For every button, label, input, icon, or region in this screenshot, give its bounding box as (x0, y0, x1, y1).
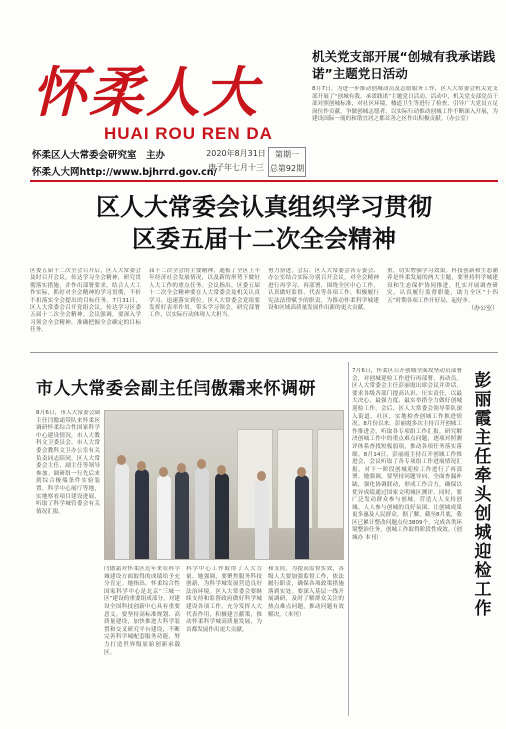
masthead-pinyin: HUAI ROU REN DA (104, 124, 273, 143)
person-head (217, 465, 226, 475)
person-head (297, 467, 306, 477)
story3-vertical-title: 彭丽霞主任牵头创城迎检工作 (474, 371, 492, 619)
person-head (257, 471, 266, 481)
headline-line-2: 区委五届十二次全会精神 (132, 225, 396, 253)
top-right-title: 机关党支部开展“创城有我承诺践诺”主题党日活动 (312, 49, 496, 81)
exhibit-board (317, 429, 344, 529)
person-figure (295, 475, 309, 559)
masthead-divider (30, 180, 498, 182)
issue-date (204, 147, 268, 175)
top-right-body: 8月7日，为进一步推动创城动员及志愿服务工作，区人大常委会机关党支部开展了“创城有我、承诺践诺”主题党日活动。活动中，机关党支部党员干部对照创城标准，对社区环境、楼道卫生等进行了检查，引导广大党员立足岗位作贡献，争做创城志愿者，以实际行动推动创城工作不断深入开展，为建设国际一流的和谐宜居之都首善之区作出积极贡献。（办公室） (312, 86, 498, 123)
person-figure (135, 469, 149, 559)
lead-column-1: 区委五届十二次全会召开后，区人大常委会及时召开会议，传达学习全会精神，研究贯彻落实措施，并作出部署要求，结合人大工作实际，抓好对全会精神的学习贯彻，不折不扣落实全会提出的目标任务。7月31日，区人大常委会召开党组会议，传达学习区委五届十二次全会精神。会议强调，要深入学习领会全会精神，准确把握全会确定的目标任务。 (30, 268, 141, 334)
person-figure (175, 471, 189, 559)
issue-line-2: 总第92期 (269, 164, 305, 173)
lead-column-4-text: 重，切实增强学习效果。科技创新和生态涵养是怀柔发展的两大主题，要坚持科学城建设和生态保护协同推进，扎实开展调查研究，认真履行监督职能，助力全区“十四五”时期各项工作开好局、起好步。 (387, 268, 498, 304)
lead-article-columns (30, 268, 498, 342)
column-divider (348, 362, 349, 716)
date-line-1: 2020年8月31日 (206, 149, 266, 158)
masthead-meta (32, 147, 232, 181)
lead-byline: （办公室） (467, 305, 498, 313)
lead-column-2: 届十二次全会的主要精神，通报了全区上半年经济社会发展情况，以及新的形势下做好人大工作的重点任务。会议指出，区委五届十二次全会精神要在人大常委会及机关认真学习、迅速落实到位。区人大常委会党组要发挥好表率作用，带头学习领会，研究部署工作，以实际行动体现人大担当。 (149, 268, 260, 319)
person-figure (255, 479, 269, 559)
person-head (177, 463, 186, 473)
masthead-logo: 怀柔人大 (32, 60, 260, 124)
news-photo (104, 410, 344, 560)
story2-body-columns (104, 566, 344, 714)
person-head (137, 461, 146, 471)
person-head (117, 455, 126, 465)
website-link[interactable]: 怀柔人大网http://www.bjhrrd.gov.cn/ (32, 167, 218, 178)
lead-headline (30, 192, 498, 254)
story2-column-1: 闫傲霜对怀柔区近年来在科学城建设方面取得的成绩给予充分肯定。她指出，怀柔综合性国家科学中心是北京“三城一区”建设的重要组成部分，对建设全国科技创新中心具有重要意义。要坚持高标准规划、高质量建设，加快推进大科学装置和交叉研究平台建设，不断完善科学城配套服务功能，努力打造世界级原始创新承载区。 (104, 566, 180, 656)
section-divider (30, 352, 498, 353)
sponsor-line: 怀柔区人大常委会研究室 主办 (32, 150, 166, 161)
issue-number-box (268, 147, 306, 177)
lead-column-3: 努力奋进。会后，区人大常委会各专委会、办公室结合实际分别召开会议，对全会精神进行再学习、再部署，围绕全区中心工作，认真做好监督、代表等各项工作，积极履行宪法法律赋予的职责，为推动怀柔科学城建设和区域高质量发展作出新的更大贡献。 (268, 268, 379, 312)
top-right-news-box (312, 48, 498, 176)
story2-left-text: 8月6日，市人大常委会副主任闫傲霜带队来怀柔区调研怀柔综合性国家科学中心建设情况，市人大教科文卫委员会、市人大常委会教科文卫办公室有关负责同志陪同。区人大常委会主任、副主任等领导参加。调研组一行先后来到综合极端条件实验装置、科学中心展厅等地，实地察看项目建设进展，听取了科学城管委会有关情况汇报。 (36, 410, 100, 515)
story2-title: 市人大常委会副主任闫傲霜来怀调研 (36, 379, 316, 399)
issue-line-1: 第期一 (275, 150, 299, 159)
story2-column-3: 和支持，为提高监督实效，各级人大要加强监督工作，依法履行职责，确保各项政策措施落到实处。要深入基层一线开展调研，及时了解群众关注的热点难点问题，推动问题有效解决。（本刊） (268, 566, 344, 618)
person-figure (215, 473, 229, 559)
date-line-2: 庚子年七月十三 (208, 163, 264, 172)
lead-column-4 (387, 268, 498, 342)
person-head (159, 467, 168, 477)
headline-line-1: 区人大常委会认真组织学习贯彻 (96, 193, 432, 221)
person-figure (115, 463, 129, 559)
person-figure (157, 475, 171, 559)
story3-text: 7月6日，怀柔区召开创城全面攻坚动员部署会，对创城迎检工作进行再部署、再动员。区人大常委会主任彭丽霞出席会议并讲话，要求各级各部门提高认识、压实责任，以最大决心、最强力度、最实举措全力做好创城迎检工作。会后，区人大常委会领导带队深入街道、社区，实地检查创城工作推进情况。8月份以来，彭丽霞多次主持召开创城工作推进会，听取各专项组工作汇报，研究解决创城工作中的重点难点问题，逐项对照测评体系查找短板弱项，推动各项任务落实落细。8月14日，彭丽霞主持召开创城工作推进会，会议听取了各专项组工作进展情况汇报，对下一阶段创城迎检工作进行了再部署。她强调，要坚持问题导向，全面查漏补缺，强化协调联动，形成工作合力，确保以优异成绩通过国家文明城区测评。同时，要广泛发动群众参与创城，营造人人支持创城、人人参与创城的良好氛围，让创城成果更多惠及人民群众。据了解，截至8月底，我区已累计整改问题点位3809个，完成各类环境整治任务，创城工作取得阶段性成效。（创城办 本刊） (352, 368, 462, 542)
person-head (197, 459, 206, 469)
story2-column-2: 科学中心工作取得了人大力量。她强调，要聚焦服务科技创新，为科学城发展营造良好法治环境。区人大常委会要继续支持和监督政府做好科学城建设各项工作，充分发挥人大代表作用，积极建言献策，推动怀柔科学城高质量发展，为首都发展作出更大贡献。 (186, 566, 262, 633)
person-figure (195, 467, 209, 559)
